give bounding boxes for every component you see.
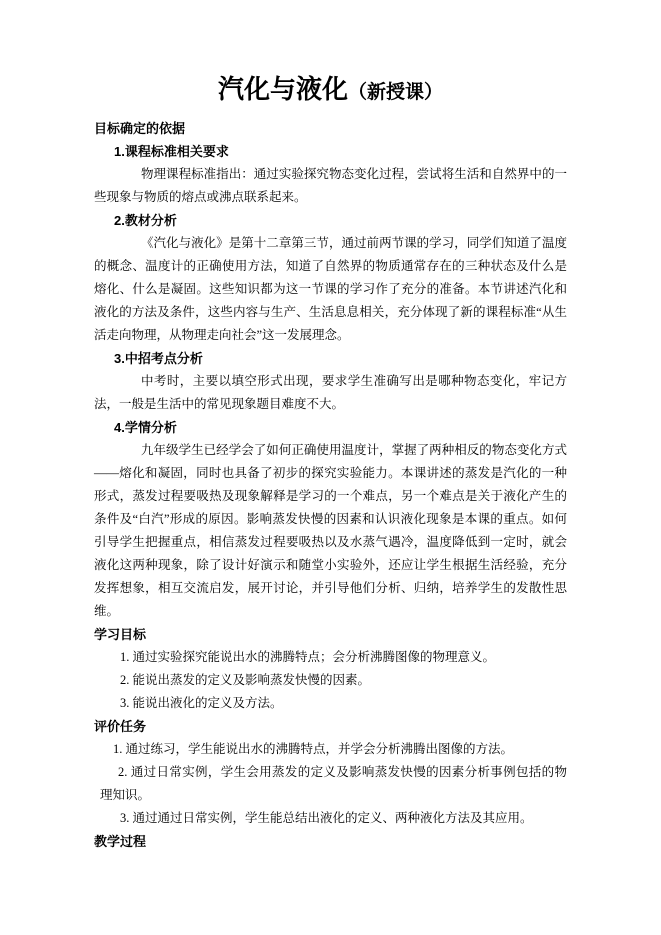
heading-target-basis: 目标确定的依据	[94, 121, 186, 136]
heading-evaluation-tasks: 评价任务	[94, 719, 147, 734]
document-title-annotation: （新授课）	[348, 82, 444, 103]
list-item-learning-goal-1: 1. 通过实验探究能说出水的沸腾特点；会分析沸腾图像的物理意义。	[120, 650, 496, 664]
heading-learning-goals: 学习目标	[94, 627, 147, 642]
list-item-learning-goal-3: 3. 能说出液化的定义及方法。	[120, 696, 283, 710]
list-item-evaluation-task-2: 2. 通过日常实例，学生会用蒸发的定义及影响蒸发快慢的因素分析事例包括的物理知识。	[100, 765, 567, 802]
paragraph-learner-analysis: 九年级学生已经学会了如何正确使用温度计，掌握了两种相反的物态变化方式——熔化和凝固，同时也具备了初步的探究实验能力。本课讲述的蒸发是汽化的一种形式，蒸发过程要吸热及现象解释是学习的一个难点，另一个难点是关于液化产生的条件及“白汽”形成的原因。影响蒸发快慢的因素和认识液化现象是本课的重点。如何引导学生把握重点，相信蒸发过程要吸热以及水蒸气遇冷，温度降低到一定时，就会液化这两种现象，除了设计好演示和随堂小实验外，还应让学生根据生活经验，充分发挥想象，相互交流启发，展开讨论，并引导他们分析、归纳，培养学生的发散性思维。	[94, 443, 567, 618]
paragraph-exam-points-analysis: 中考时，主要以填空形式出现，要求学生准确写出是哪种物态变化，牢记方法，一般是生活中的常见现象题目难度不大。	[94, 374, 567, 411]
paragraph-textbook-analysis: 《汽化与液化》是第十二章第三节，通过前两节课的学习，同学们知道了温度的概念、温度计的正确使用方法，知道了自然界的物质通常存在的三种状态及什么是熔化、什么是凝固。这些知识都为这一节课的学习作了充分的准备。本节讲述汽化和液化的方法及条件，这些内容与生产、生活息息相关，充分体现了新的课程标准“从生活走向物理，从物理走向社会”这一发展理念。	[94, 236, 567, 342]
heading-teaching-process: 教学过程	[94, 834, 147, 849]
list-item-evaluation-task-1: 1. 通过练习，学生能说出水的沸腾特点，并学会分析沸腾出图像的方法。	[113, 742, 514, 756]
document-title-main: 汽化与液化	[217, 75, 348, 104]
paragraph-curriculum-requirements: 物理课程标准指出：通过实验探究物态变化过程，尝试将生活和自然界中的一些现象与物质的熔点或沸点联系起来。	[94, 167, 567, 204]
list-item-learning-goal-2: 2. 能说出蒸发的定义及影响蒸发快慢的因素。	[120, 673, 371, 687]
subheading-textbook-analysis: 2.教材分析	[114, 213, 177, 228]
subheading-exam-points-analysis: 3.中招考点分析	[114, 351, 203, 366]
document-title	[94, 72, 567, 111]
subheading-curriculum-requirements: 1.课程标准相关要求	[114, 144, 229, 159]
list-item-evaluation-task-3: 3. 通过通过日常实例，学生能总结出液化的定义、两种液化方法及其应用。	[120, 811, 533, 825]
subheading-learner-analysis: 4.学情分析	[114, 420, 177, 435]
